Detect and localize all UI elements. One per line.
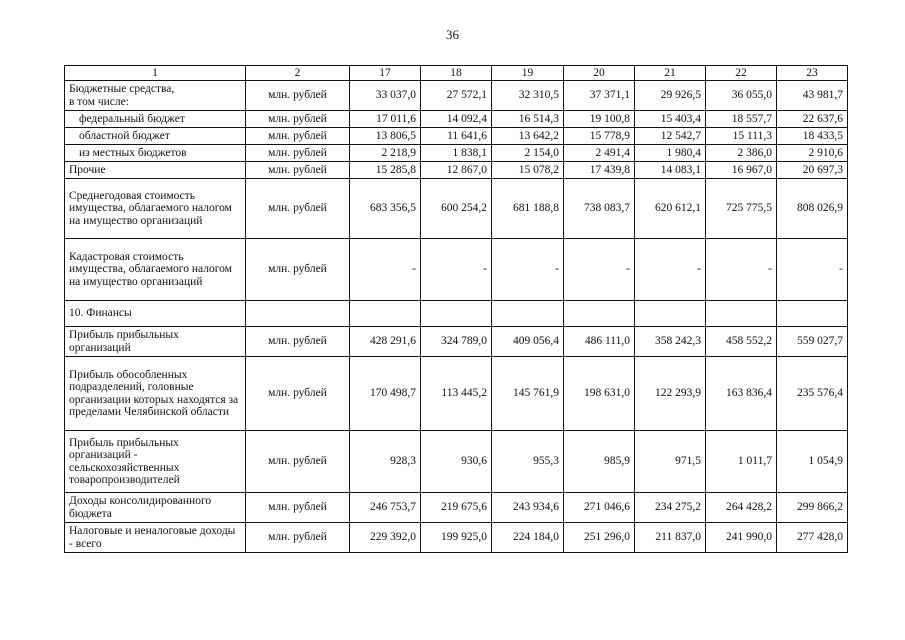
value-cell: -	[492, 239, 564, 301]
value-cell: 170 498,7	[350, 357, 421, 431]
value-cell: 32 310,5	[492, 81, 564, 111]
unit-cell: млн. рублей	[246, 128, 350, 145]
value-cell: 600 254,2	[421, 179, 492, 239]
value-cell: 27 572,1	[421, 81, 492, 111]
value-cell: 16 967,0	[706, 162, 777, 179]
value-cell: 19 100,8	[564, 111, 635, 128]
table-row	[65, 81, 848, 111]
value-cell: 18 433,5	[777, 128, 848, 145]
unit-cell: млн. рублей	[246, 327, 350, 357]
column-header: 2	[246, 66, 350, 81]
value-cell: 1 980,4	[635, 145, 706, 162]
value-cell: 122 293,9	[635, 357, 706, 431]
unit-cell: млн. рублей	[246, 111, 350, 128]
value-cell: -	[706, 239, 777, 301]
value-cell: 1 011,7	[706, 431, 777, 493]
section-row	[65, 301, 848, 327]
row-label: Налоговые и неналоговые доходы - всего	[65, 523, 246, 553]
table-body	[65, 66, 848, 553]
value-cell: 234 275,2	[635, 493, 706, 523]
value-cell: 43 981,7	[777, 81, 848, 111]
value-cell: 12 542,7	[635, 128, 706, 145]
header-row	[65, 66, 848, 81]
value-cell: 486 111,0	[564, 327, 635, 357]
table-row	[65, 327, 848, 357]
empty-cell	[421, 301, 492, 327]
value-cell: 29 926,5	[635, 81, 706, 111]
value-cell: 22 637,6	[777, 111, 848, 128]
table-row	[65, 162, 848, 179]
table-row	[65, 357, 848, 431]
value-cell: 620 612,1	[635, 179, 706, 239]
value-cell: 928,3	[350, 431, 421, 493]
empty-cell	[777, 301, 848, 327]
value-cell: 163 836,4	[706, 357, 777, 431]
empty-cell	[564, 301, 635, 327]
value-cell: 738 083,7	[564, 179, 635, 239]
value-cell: 683 356,5	[350, 179, 421, 239]
table-row	[65, 523, 848, 553]
value-cell: 198 631,0	[564, 357, 635, 431]
value-cell: 15 285,8	[350, 162, 421, 179]
statistics-table	[64, 65, 848, 553]
value-cell: 1 838,1	[421, 145, 492, 162]
unit-cell: млн. рублей	[246, 81, 350, 111]
column-header: 19	[492, 66, 564, 81]
value-cell: 37 371,1	[564, 81, 635, 111]
value-cell: 15 078,2	[492, 162, 564, 179]
value-cell: 219 675,6	[421, 493, 492, 523]
row-label: федеральный бюджет	[65, 111, 246, 128]
row-label: Бюджетные средства, в том числе:	[65, 81, 246, 111]
page-number: 36	[446, 27, 459, 42]
table-row	[65, 179, 848, 239]
row-label: областной бюджет	[65, 128, 246, 145]
table-row	[65, 493, 848, 523]
value-cell: 235 576,4	[777, 357, 848, 431]
value-cell: 251 296,0	[564, 523, 635, 553]
value-cell: 211 837,0	[635, 523, 706, 553]
table-row	[65, 239, 848, 301]
value-cell: 17 439,8	[564, 162, 635, 179]
value-cell: 14 083,1	[635, 162, 706, 179]
empty-cell	[350, 301, 421, 327]
value-cell: 1 054,9	[777, 431, 848, 493]
value-cell: 299 866,2	[777, 493, 848, 523]
table-row	[65, 431, 848, 493]
column-header: 17	[350, 66, 421, 81]
row-label: из местных бюджетов	[65, 145, 246, 162]
value-cell: 2 386,0	[706, 145, 777, 162]
value-cell: 277 428,0	[777, 523, 848, 553]
value-cell: 559 027,7	[777, 327, 848, 357]
value-cell: 36 055,0	[706, 81, 777, 111]
empty-cell	[706, 301, 777, 327]
column-header: 18	[421, 66, 492, 81]
section-title: 10. Финансы	[65, 301, 246, 327]
value-cell: 2 154,0	[492, 145, 564, 162]
table-row	[65, 128, 848, 145]
row-label: Доходы консолидированного бюджета	[65, 493, 246, 523]
value-cell: 2 218,9	[350, 145, 421, 162]
value-cell: 224 184,0	[492, 523, 564, 553]
unit-cell: млн. рублей	[246, 162, 350, 179]
value-cell: 145 761,9	[492, 357, 564, 431]
value-cell: 243 934,6	[492, 493, 564, 523]
table-row	[65, 111, 848, 128]
value-cell: 12 867,0	[421, 162, 492, 179]
column-header: 21	[635, 66, 706, 81]
value-cell: 13 642,2	[492, 128, 564, 145]
value-cell: 985,9	[564, 431, 635, 493]
value-cell: 20 697,3	[777, 162, 848, 179]
value-cell: 930,6	[421, 431, 492, 493]
column-header: 20	[564, 66, 635, 81]
value-cell: 15 778,9	[564, 128, 635, 145]
row-label: Среднегодовая стоимость имущества, облагаемого налогом на имущество организаций	[65, 179, 246, 239]
value-cell: -	[421, 239, 492, 301]
value-cell: 33 037,0	[350, 81, 421, 111]
value-cell: 13 806,5	[350, 128, 421, 145]
value-cell: 16 514,3	[492, 111, 564, 128]
value-cell: 324 789,0	[421, 327, 492, 357]
value-cell: 428 291,6	[350, 327, 421, 357]
column-header: 1	[65, 66, 246, 81]
value-cell: 14 092,4	[421, 111, 492, 128]
value-cell: 725 775,5	[706, 179, 777, 239]
table-row	[65, 145, 848, 162]
column-header: 23	[777, 66, 848, 81]
row-label: Прибыль прибыльных организаций - сельскохозяйственных товаропроизводителей	[65, 431, 246, 493]
value-cell: 15 111,3	[706, 128, 777, 145]
value-cell: 2 910,6	[777, 145, 848, 162]
unit-cell: млн. рублей	[246, 179, 350, 239]
empty-cell	[635, 301, 706, 327]
row-label: Прибыль обособленных подразделений, головные организации которых находятся за пределами Челябинской области	[65, 357, 246, 431]
value-cell: 15 403,4	[635, 111, 706, 128]
value-cell: 11 641,6	[421, 128, 492, 145]
row-label: Кадастровая стоимость имущества, облагаемого налогом на имущество организаций	[65, 239, 246, 301]
value-cell: 681 188,8	[492, 179, 564, 239]
value-cell: 358 242,3	[635, 327, 706, 357]
value-cell: 18 557,7	[706, 111, 777, 128]
unit-cell: млн. рублей	[246, 523, 350, 553]
value-cell: 199 925,0	[421, 523, 492, 553]
value-cell: 2 491,4	[564, 145, 635, 162]
value-cell: 264 428,2	[706, 493, 777, 523]
value-cell: 955,3	[492, 431, 564, 493]
unit-cell: млн. рублей	[246, 239, 350, 301]
value-cell: -	[350, 239, 421, 301]
value-cell: 271 046,6	[564, 493, 635, 523]
value-cell: -	[564, 239, 635, 301]
value-cell: -	[635, 239, 706, 301]
value-cell: 808 026,9	[777, 179, 848, 239]
value-cell: 17 011,6	[350, 111, 421, 128]
value-cell: 241 990,0	[706, 523, 777, 553]
value-cell: -	[777, 239, 848, 301]
value-cell: 409 056,4	[492, 327, 564, 357]
unit-cell: млн. рублей	[246, 431, 350, 493]
value-cell: 229 392,0	[350, 523, 421, 553]
row-label: Прочие	[65, 162, 246, 179]
value-cell: 971,5	[635, 431, 706, 493]
unit-cell: млн. рублей	[246, 357, 350, 431]
empty-cell	[492, 301, 564, 327]
column-header: 22	[706, 66, 777, 81]
unit-cell: млн. рублей	[246, 493, 350, 523]
value-cell: 113 445,2	[421, 357, 492, 431]
unit-cell: млн. рублей	[246, 145, 350, 162]
value-cell: 246 753,7	[350, 493, 421, 523]
value-cell: 458 552,2	[706, 327, 777, 357]
empty-cell	[246, 301, 350, 327]
row-label: Прибыль прибыльных организаций	[65, 327, 246, 357]
